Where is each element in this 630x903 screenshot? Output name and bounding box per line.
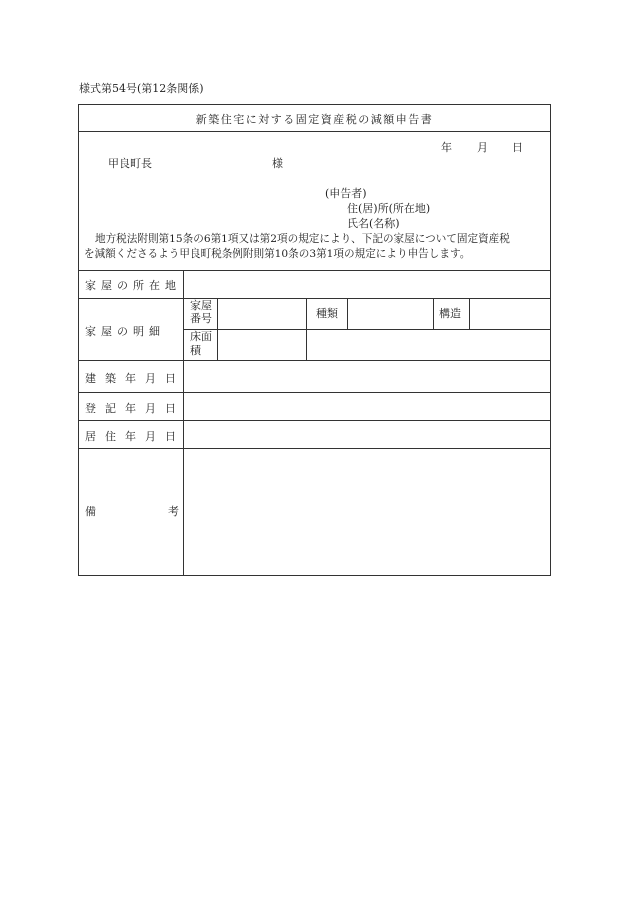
details-label: 家屋の明細 — [85, 325, 165, 338]
date-month-label: 月 — [477, 141, 488, 154]
remarks-label-right: 考 — [168, 505, 179, 518]
structure-value-cell — [470, 299, 550, 329]
residence-date-value-cell — [184, 421, 550, 448]
type-value-cell — [348, 299, 433, 329]
built-date-value-cell — [184, 361, 550, 392]
house-number-label-line1: 家屋 — [190, 299, 212, 312]
number-value-divider — [306, 298, 307, 360]
registered-date-label: 登記年月日 — [85, 402, 185, 415]
applicant-address-label: 住(居)所(所在地) — [347, 202, 431, 215]
form-number: 様式第54号(第12条関係) — [79, 82, 204, 95]
type-value-divider — [433, 298, 434, 329]
type-label: 種類 — [316, 307, 338, 320]
house-number-label-line2: 番号 — [190, 312, 212, 325]
date-year-label: 年 — [441, 141, 452, 154]
remarks-label-left: 備 — [85, 505, 96, 518]
declaration-text-line2: を減額くださるよう甲良町税条例附則第10条の3第1項の規定により申告します。 — [84, 248, 471, 260]
form-title: 新築住宅に対する固定資産税の減額申告書 — [195, 113, 434, 126]
house-number-value-cell — [218, 299, 306, 329]
applicant-name-label: 氏名(名称) — [347, 217, 400, 230]
residence-date-label: 居住年月日 — [85, 430, 185, 443]
title-divider — [79, 131, 550, 132]
date-day-label: 日 — [512, 141, 523, 154]
built-date-label: 建築年月日 — [85, 372, 185, 385]
addressee-honorific: 様 — [272, 157, 283, 170]
declaration-form — [78, 104, 551, 576]
structure-label: 構造 — [439, 307, 461, 320]
declaration-text-line1: 地方税法附則第15条の6第1項又は第2項の規定により、下記の家屋について固定資産税 — [95, 233, 510, 245]
location-value-cell — [184, 271, 550, 298]
applicant-label: (申告者) — [325, 187, 367, 200]
floor-area-label-line1: 床面 — [190, 330, 212, 343]
floor-area-label-line2: 積 — [190, 344, 201, 357]
floor-area-value-cell — [218, 330, 306, 360]
remarks-value-cell — [184, 449, 550, 575]
addressee-name: 甲良町長 — [108, 157, 152, 170]
registered-date-value-cell — [184, 393, 550, 420]
location-label: 家屋の所在地 — [85, 279, 181, 292]
